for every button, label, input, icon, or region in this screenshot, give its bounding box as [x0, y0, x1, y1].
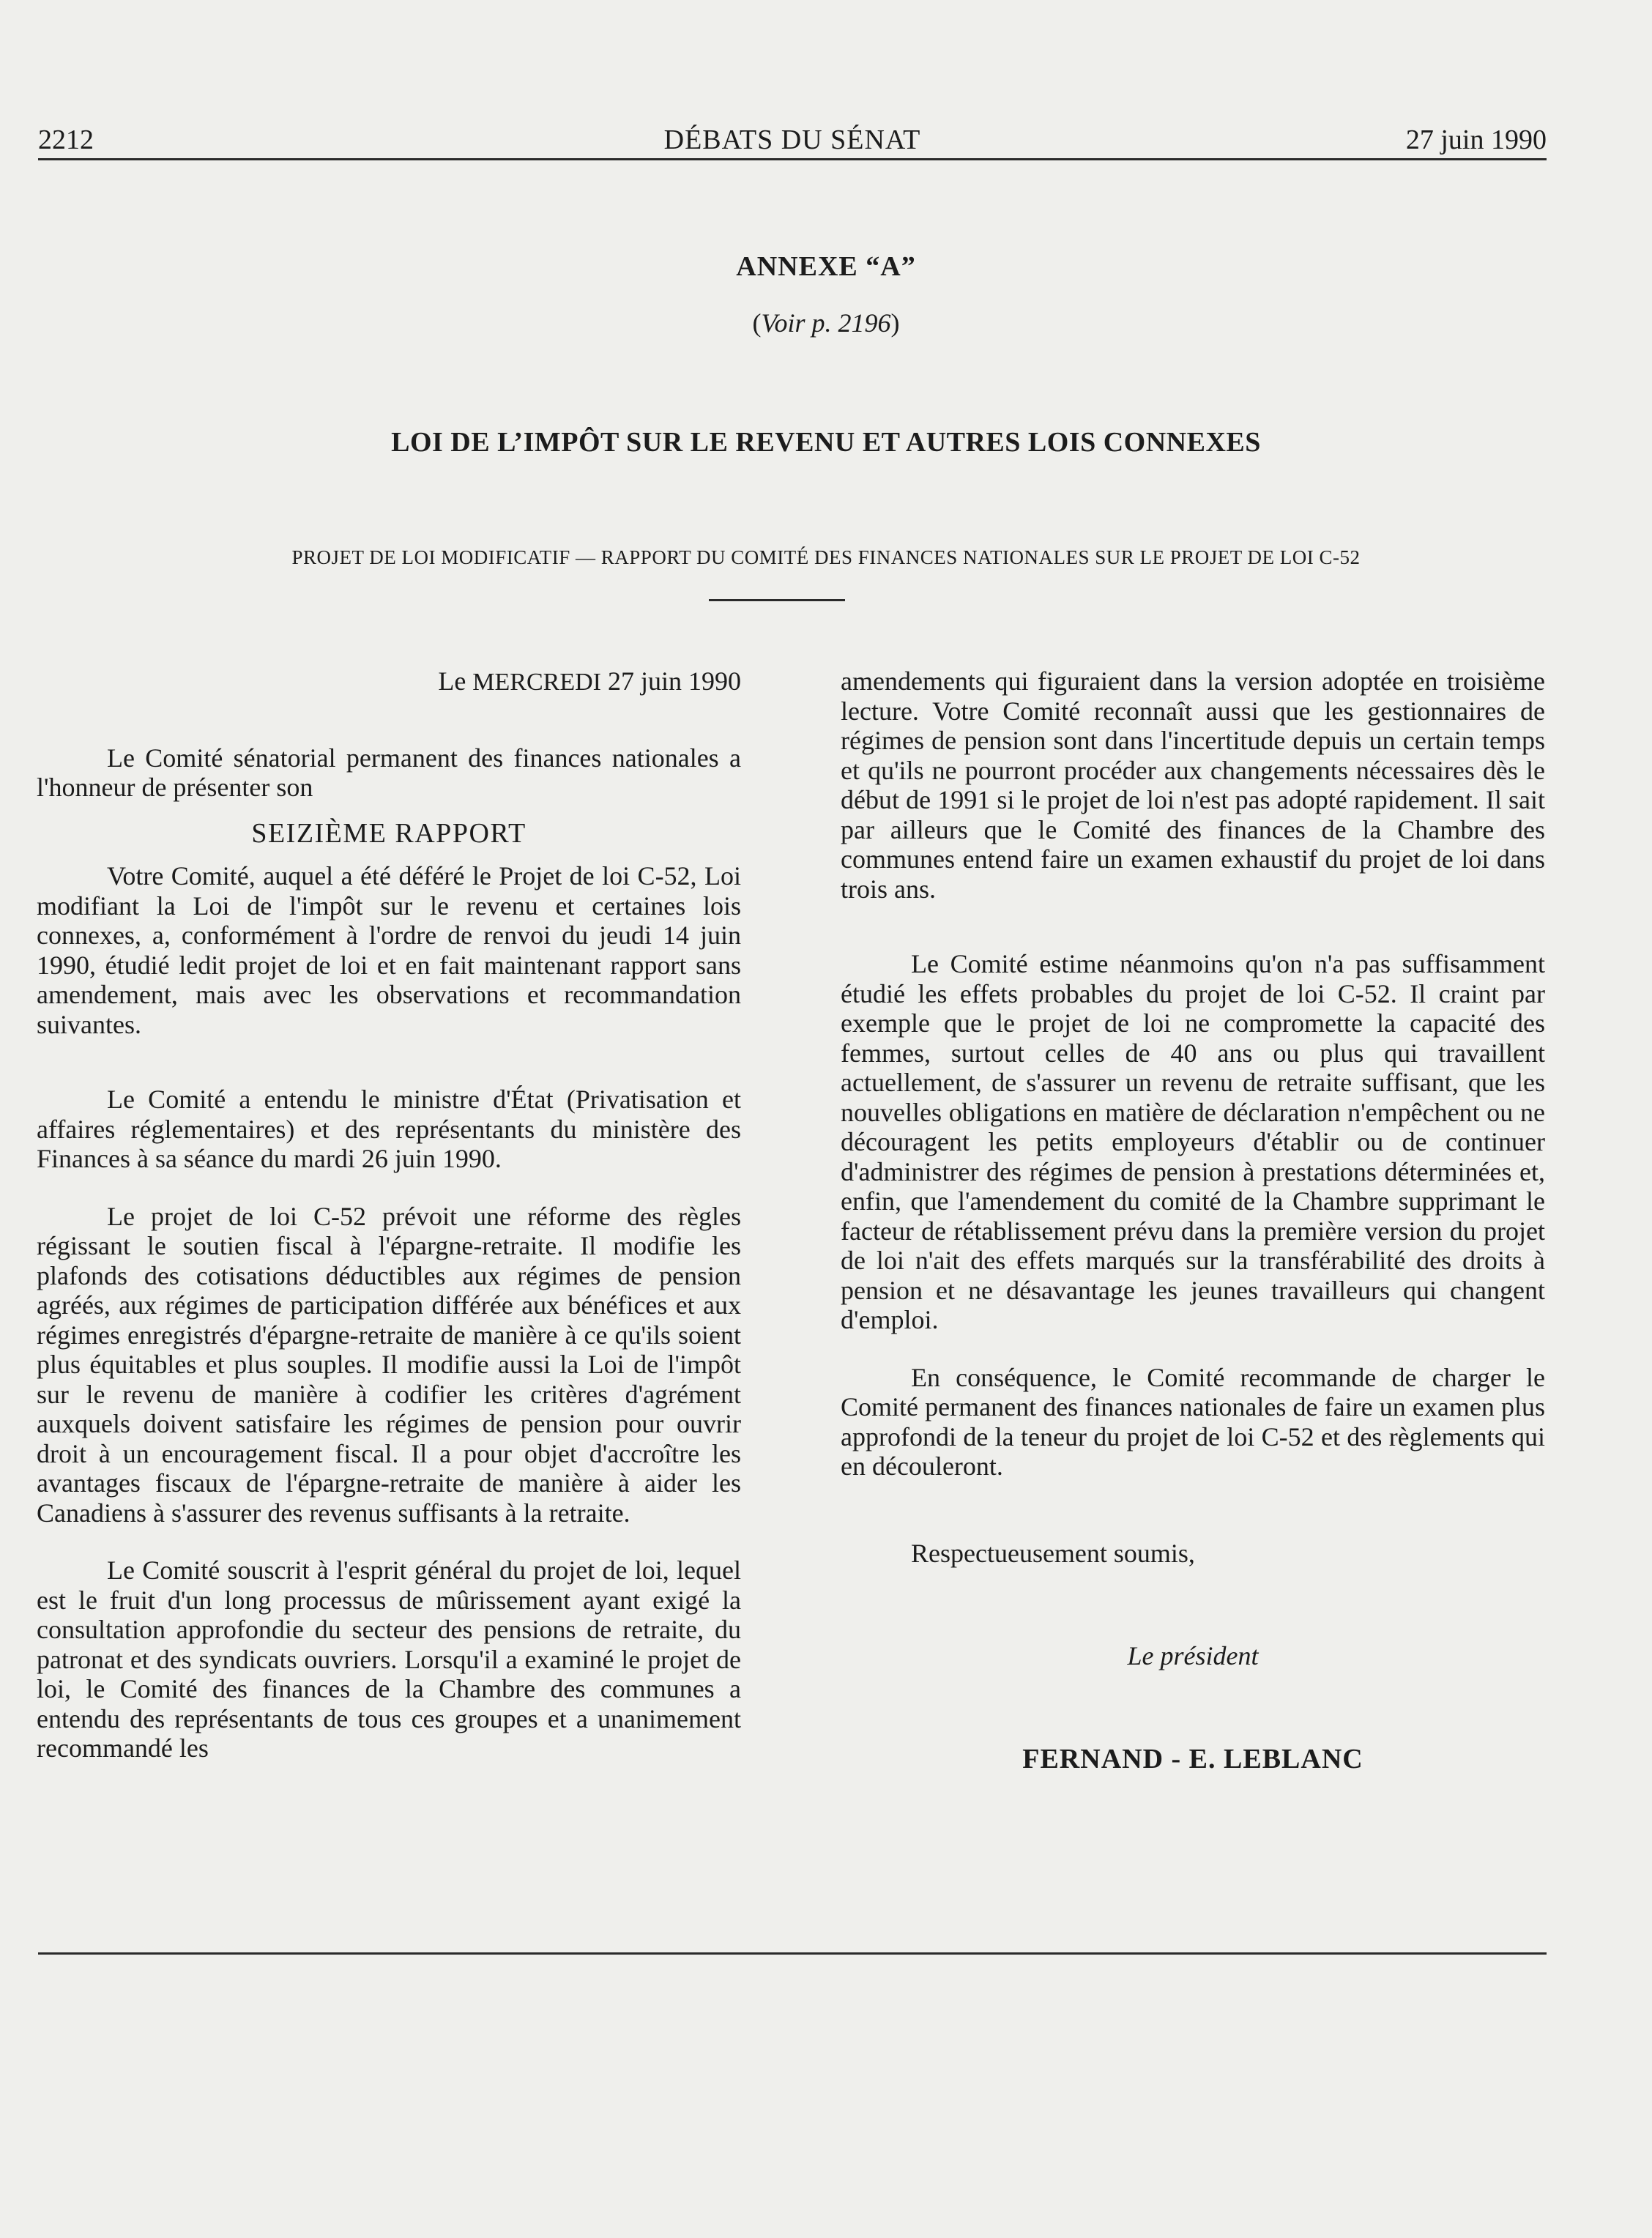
- left-column: [37, 666, 741, 1763]
- president-title: Le président: [1127, 1641, 1259, 1670]
- report-paragraph-continued: amendements qui figuraient dans la version adoptée en troisième lecture. Votre Comité reconnaît aussi que les gestionnaires de régimes de pension sont dans l'incertitude depuis un certain temps et qu'ils ne pourront procéder aux changements nécessaires dès le début de 1991 si le projet de loi n'est pas adopté rapidement. Il sait par ailleurs que le Comité des finances de la Chambre des communes entend faire un examen exhaustif du projet de loi dans trois ans.: [841, 666, 1545, 904]
- closing-salutation: Respectueusement soumis,: [911, 1538, 1195, 1568]
- annex-ref-text: Voir p. 2196: [761, 308, 891, 338]
- date-rest: 27 juin 1990: [600, 666, 741, 696]
- right-column: [841, 666, 1545, 1774]
- annex-title: ANNEXE “A”: [736, 251, 916, 282]
- header-rule: [38, 158, 1547, 160]
- report-paragraph: Votre Comité, auquel a été déféré le Projet de loi C-52, Loi modifiant la Loi de l'impôt sur le revenu et certaines lois connexes, a, conformément à l'ordre de renvoi du jeudi 14 juin 1990, étudié ledit projet de loi et en fait maintenant rapport sans amendement, mais avec les observations et recommandation suivantes.: [37, 861, 741, 1039]
- publication-title: DÉBATS DU SÉNAT: [663, 124, 921, 155]
- report-paragraph: Le projet de loi C-52 prévoit une réforme des règles régissant le soutien fiscal à l'épargne-retraite. Il modifie les plafonds des cotisations déductibles aux régimes de pension agréés, aux régimes de participation différée aux bénéfices et aux régimes enregistrés d'épargne-retraite de manière à ce qu'ils soient plus équitables et plus souples. Il modifie aussi la Loi de l'impôt sur le revenu de manière à codifier les critères d'agrément auxquels doivent satisfaire les régimes de pension pour ouvrir droit à un encouragement fiscal. Il a pour objet d'accroître les avantages fiscaux de l'épargne-retraite de manière à aider les Canadiens à s'assurer des revenus suffisants à la retraite.: [37, 1201, 741, 1528]
- annex-ref-open: (: [752, 308, 762, 338]
- footer-rule: [38, 1952, 1547, 1955]
- running-head: [38, 123, 1547, 157]
- report-heading: SEIZIÈME RAPPORT: [251, 817, 527, 849]
- page-number: 2212: [38, 124, 94, 155]
- date-prefix: Le: [438, 666, 473, 696]
- law-title: LOI DE L’IMPÔT SUR LE REVENU ET AUTRES LOIS CONNEXES: [391, 427, 1261, 458]
- report-date: [37, 666, 741, 698]
- annex-reference: [0, 308, 1652, 338]
- annex-ref-close: ): [890, 308, 900, 338]
- report-paragraph: Le Comité estime néanmoins qu'on n'a pas suffisamment étudié les effets probables du projet de loi C-52. Il craint par exemple que le projet de loi ne compromette la capacité des femmes, surtout celles de 40 ans ou plus qui travaillent actuellement, de s'assurer un revenu de retraite suffisant, que les nouvelles obligations en matière de déclaration n'empêchent ou ne découragent les petits employeurs d'établir ou de continuer d'administrer des régimes de pension à prestations déterminées et, enfin, que l'amendement du comité de la Chambre supprimant le facteur de rétablissement prévu dans la première version du projet de loi n'ait des effets marqués sur la transférabilité des droits à pension et ne désavantage les jeunes travailleurs qui changent d'emploi.: [841, 949, 1545, 1334]
- date-day: MERCREDI: [472, 669, 601, 696]
- bill-subtitle: PROJET DE LOI MODIFICATIF — RAPPORT DU COMITÉ DES FINANCES NATIONALES SUR LE PROJET DE LOI C-52: [291, 546, 1361, 568]
- signature-name: FERNAND - E. LEBLANC: [1022, 1743, 1363, 1774]
- report-paragraph: En conséquence, le Comité recommande de charger le Comité permanent des finances nationales de faire un examen plus approfondi de la teneur du projet de loi C-52 et des règlements qui en découleront.: [841, 1362, 1545, 1481]
- report-intro: Le Comité sénatorial permanent des finances nationales a l'honneur de présenter son: [37, 743, 741, 802]
- section-divider: [709, 599, 845, 601]
- issue-date: 27 juin 1990: [1405, 124, 1547, 155]
- report-paragraph: Le Comité a entendu le ministre d'État (Privatisation et affaires réglementaires) et des représentants du ministère des Finances à sa séance du mardi 26 juin 1990.: [37, 1085, 741, 1173]
- report-paragraph: Le Comité souscrit à l'esprit général du projet de loi, lequel est le fruit d'un long processus de mûrissement ayant exigé la consultation approfondie du secteur des pensions de retraite, du patronat et des syndicats ouvriers. Lorsqu'il a examiné le projet de loi, le Comité des finances de la Chambre des communes a entendu des représentants de tous ces groupes et a unanimement recommandé les: [37, 1555, 741, 1763]
